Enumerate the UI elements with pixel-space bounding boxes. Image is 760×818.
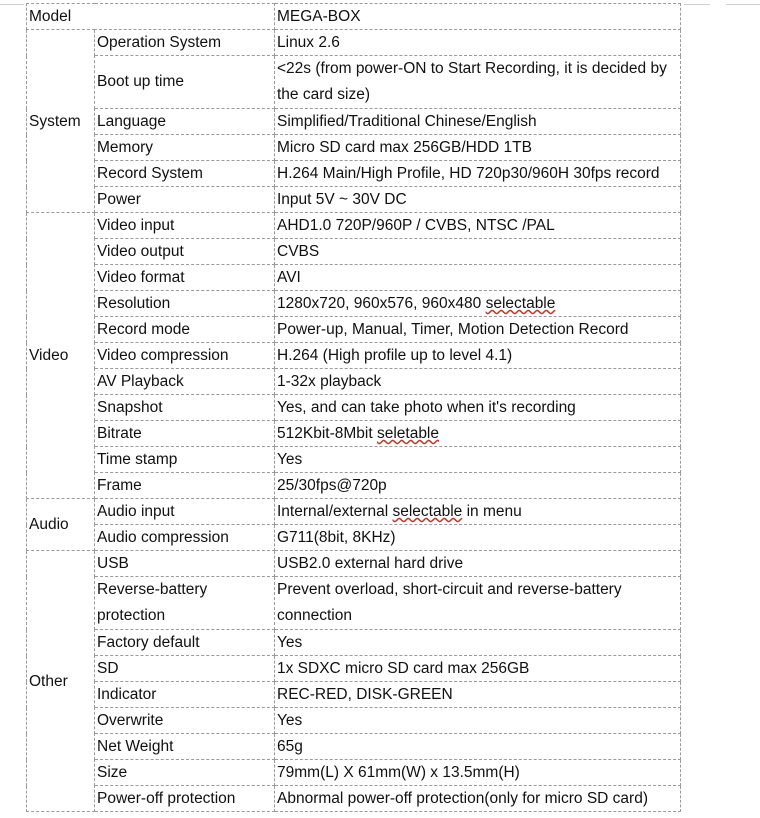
spec-value-flagged-word: selectable — [392, 503, 463, 520]
spec-name: Bitrate — [95, 421, 275, 447]
page-rule-right — [726, 4, 760, 5]
spec-table — [26, 3, 681, 812]
spec-name: Power — [95, 187, 275, 213]
spec-value-text: 512Kbit-8Mbit — [277, 425, 377, 442]
table-row — [27, 421, 681, 447]
group-audio: Audio — [27, 499, 95, 551]
table-row — [27, 551, 681, 577]
spec-name: Boot up time — [95, 56, 275, 109]
table-row — [27, 4, 681, 30]
spec-value-text: in menu — [462, 503, 522, 520]
group-video: Video — [27, 213, 95, 499]
table-row — [27, 577, 681, 630]
spec-name: Overwrite — [95, 708, 275, 734]
spec-value — [275, 291, 681, 317]
spec-name: USB — [95, 551, 275, 577]
spec-value: Yes — [275, 447, 681, 473]
group-system: System — [27, 30, 95, 213]
spec-value: REC-RED, DISK-GREEN — [275, 682, 681, 708]
table-row — [27, 56, 681, 109]
spec-name: Operation System — [95, 30, 275, 56]
table-row — [27, 786, 681, 812]
spec-value-text: 1280x720, 960x576, 960x480 — [277, 295, 486, 312]
spec-value: 65g — [275, 734, 681, 760]
spec-name: Frame — [95, 473, 275, 499]
spec-value: Micro SD card max 256GB/HDD 1TB — [275, 135, 681, 161]
spec-value: H.264 (High profile up to level 4.1) — [275, 343, 681, 369]
spec-name: Indicator — [95, 682, 275, 708]
spec-value: Linux 2.6 — [275, 30, 681, 56]
spec-value-text: Internal/external — [277, 503, 393, 520]
spec-name: Size — [95, 760, 275, 786]
spec-name: Video output — [95, 239, 275, 265]
table-row — [27, 291, 681, 317]
spec-name: Snapshot — [95, 395, 275, 421]
spec-value: Simplified/Traditional Chinese/English — [275, 109, 681, 135]
spec-name: Time stamp — [95, 447, 275, 473]
spec-name: Video compression — [95, 343, 275, 369]
spec-value: Prevent overload, short-circuit and reverse-battery connection — [275, 577, 681, 630]
spec-value: Abnormal power-off protection(only for micro SD card) — [275, 786, 681, 812]
table-row — [27, 760, 681, 786]
spec-value: H.264 Main/High Profile, HD 720p30/960H 30fps record — [275, 161, 681, 187]
spec-name: Record System — [95, 161, 275, 187]
spec-value: USB2.0 external hard drive — [275, 551, 681, 577]
spec-name: Language — [95, 109, 275, 135]
spec-value: 25/30fps@720p — [275, 473, 681, 499]
spec-value: AHD1.0 720P/960P / CVBS, NTSC /PAL — [275, 213, 681, 239]
spec-value — [275, 499, 681, 525]
spec-value: G711(8bit, 8KHz) — [275, 525, 681, 551]
spec-value: <22s (from power-ON to Start Recording, it is decided by the card size) — [275, 56, 681, 109]
spec-value: AVI — [275, 265, 681, 291]
page-rule-left — [0, 4, 24, 5]
spec-name: Record mode — [95, 317, 275, 343]
spec-name: Resolution — [95, 291, 275, 317]
table-row — [27, 734, 681, 760]
spec-name: Audio compression — [95, 525, 275, 551]
table-row — [27, 109, 681, 135]
table-row — [27, 682, 681, 708]
table-row — [27, 447, 681, 473]
table-row — [27, 708, 681, 734]
spec-name: Net Weight — [95, 734, 275, 760]
spec-value-flagged-word: seletable — [376, 425, 439, 442]
spec-name: Reverse-battery protection — [95, 577, 275, 630]
table-row — [27, 213, 681, 239]
spec-value: 1-32x playback — [275, 369, 681, 395]
spec-value — [275, 421, 681, 447]
spec-value: 1x SDXC micro SD card max 256GB — [275, 656, 681, 682]
table-row — [27, 161, 681, 187]
spec-value: Input 5V ~ 30V DC — [275, 187, 681, 213]
spec-name: Factory default — [95, 630, 275, 656]
spec-name: Power-off protection — [95, 786, 275, 812]
spec-value: Power-up, Manual, Timer, Motion Detection Record — [275, 317, 681, 343]
table-row — [27, 265, 681, 291]
table-row — [27, 187, 681, 213]
model-value: MEGA-BOX — [275, 4, 681, 30]
spec-value: Yes — [275, 630, 681, 656]
table-row — [27, 473, 681, 499]
spec-name: Memory — [95, 135, 275, 161]
page-rule-mid — [684, 4, 710, 5]
table-row — [27, 525, 681, 551]
table-row — [27, 30, 681, 56]
spec-value: 79mm(L) X 61mm(W) x 13.5mm(H) — [275, 760, 681, 786]
spec-name: AV Playback — [95, 369, 275, 395]
model-label: Model — [27, 4, 275, 30]
table-row — [27, 135, 681, 161]
spec-name: SD — [95, 656, 275, 682]
table-row — [27, 395, 681, 421]
spec-name: Video format — [95, 265, 275, 291]
table-row — [27, 656, 681, 682]
spec-value: CVBS — [275, 239, 681, 265]
table-row — [27, 369, 681, 395]
table-row — [27, 499, 681, 525]
table-row — [27, 343, 681, 369]
spec-value: Yes, and can take photo when it's recording — [275, 395, 681, 421]
spec-name: Video input — [95, 213, 275, 239]
spec-name: Audio input — [95, 499, 275, 525]
spec-value: Yes — [275, 708, 681, 734]
table-row — [27, 317, 681, 343]
group-other: Other — [27, 551, 95, 812]
spec-value-flagged-word: selectable — [485, 295, 556, 312]
table-row — [27, 630, 681, 656]
table-row — [27, 239, 681, 265]
